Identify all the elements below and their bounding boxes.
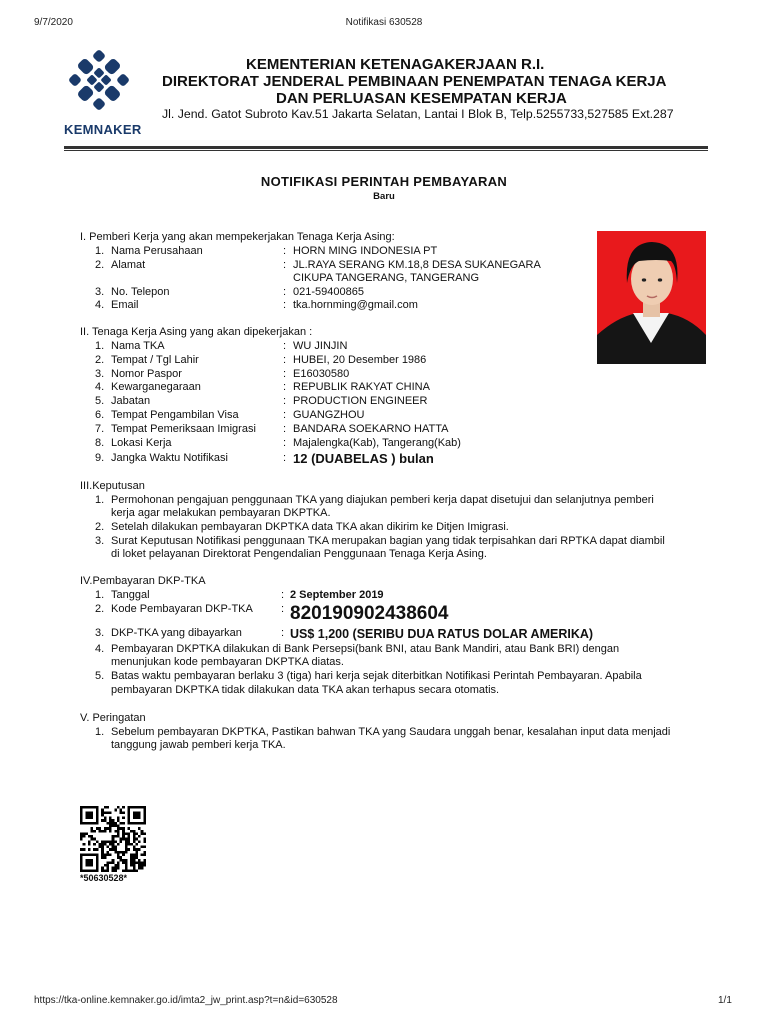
s4-item5-num: 5. (95, 670, 105, 682)
s5-item1-line2: tanggung jawab pemberi kerja TKA. (111, 739, 286, 751)
section-1-heading: I. Pemberi Kerja yang akan mempekerjakan Tenaga Kerja Asing: (80, 231, 395, 243)
s4-row3-sep: : (281, 627, 285, 639)
payment-code: 820190902438604 (290, 603, 449, 624)
s1-row2-num: 2. (95, 259, 105, 271)
s2-row7-label: Tempat Pemeriksaan Imigrasi (111, 423, 256, 435)
print-url: https://tka-online.kemnaker.go.id/imta2_jw_print.asp?t=n&id=630528 (34, 995, 338, 1006)
s1-row3-num: 3. (95, 286, 105, 298)
s1-row4-label: Email (111, 299, 139, 311)
s2-row4-value: REPUBLIK RAKYAT CHINA (293, 381, 430, 393)
s2-row5-sep: : (283, 395, 287, 407)
s2-row4-num: 4. (95, 381, 105, 393)
s2-row2-num: 2. (95, 354, 105, 366)
s2-row9-value: 12 (DUABELAS ) bulan (293, 451, 434, 466)
header-divider (64, 146, 708, 149)
s4-item5-line2: pembayaran DKPTKA tidak dilakukan data TKA akan terhapus secara otomatis. (111, 684, 500, 696)
portrait-icon (597, 231, 706, 364)
s3-item1-num: 1. (95, 494, 105, 506)
s1-row3-value: 021-59400865 (293, 286, 364, 298)
s4-row2-sep: : (281, 603, 285, 615)
s2-row8-num: 8. (95, 437, 105, 449)
s3-item3-line2: di loket pelayanan Direktorat Pengendalian Penggunaan Tenaga Kerja Asing. (111, 548, 487, 560)
s4-row1-sep: : (281, 589, 285, 601)
logo-text: KEMNAKER (64, 122, 142, 137)
directorate-name: DIREKTORAT JENDERAL PEMBINAAN PENEMPATAN TENAGA KERJA (162, 73, 667, 90)
s2-row1-sep: : (283, 340, 287, 352)
s4-row1-num: 1. (95, 589, 105, 601)
s1-row1-label: Nama Perusahaan (111, 245, 203, 257)
s2-row6-num: 6. (95, 409, 105, 421)
s2-row6-value: GUANGZHOU (293, 409, 365, 421)
section-3-heading: III.Keputusan (80, 480, 145, 492)
print-title: Notifikasi 630528 (345, 17, 423, 28)
s5-item1-num: 1. (95, 726, 105, 738)
s2-row5-label: Jabatan (111, 395, 151, 407)
s1-row1-sep: : (283, 245, 287, 257)
document-subtitle: Baru (373, 191, 395, 202)
s2-row2-sep: : (283, 354, 287, 366)
s2-row1-value: WU JINJIN (293, 340, 348, 352)
s4-row3-label: DKP-TKA yang dibayarkan (111, 627, 242, 639)
s2-row5-num: 5. (95, 395, 105, 407)
s1-row2-label: Alamat (111, 259, 146, 271)
s2-row9-num: 9. (95, 452, 105, 464)
s1-row1-value: HORN MING INDONESIA PT (293, 245, 438, 257)
qr-code-text: *50630528* (80, 873, 128, 883)
s4-item4-line1: Pembayaran DKPTKA dilakukan di Bank Persepsi(bank BNI, atau Bank Mandiri, atau Bank BRI) dengan (111, 643, 620, 655)
s2-row3-sep: : (283, 368, 287, 380)
s2-row2-value: HUBEI, 20 Desember 1986 (293, 354, 427, 366)
header-divider-thin (64, 150, 708, 151)
s2-row2-label: Tempat / Tgl Lahir (111, 354, 199, 366)
s3-item3-line1: Surat Keputusan Notifikasi penggunaan TKA merupakan bagian yang tidak terpisahkan dari RPTKA dapat diambil (111, 535, 665, 547)
s4-row3-value: US$ 1,200 (SERIBU DUA RATUS DOLAR AMERIKA) (290, 627, 594, 641)
kemnaker-logo-icon (64, 44, 134, 134)
s2-row4-sep: : (283, 381, 287, 393)
s2-row9-label: Jangka Waktu Notifikasi (111, 452, 228, 464)
qr-code-icon (80, 806, 146, 872)
document-title: NOTIFIKASI PERINTAH PEMBAYARAN (260, 174, 508, 189)
s3-item1-line1: Permohonan pengajuan penggunaan TKA yang diajukan pemberi kerja dapat disetujui dan selanjutnya pemberi (111, 494, 654, 506)
s3-item1-line2: kerja agar melakukan pembayaran DKPTKA. (111, 507, 331, 519)
s1-row4-num: 4. (95, 299, 105, 311)
s3-item2-num: 2. (95, 521, 105, 533)
s4-row1-value: 2 September 2019 (290, 589, 384, 601)
s1-row2-value-2: CIKUPA TANGERANG, TANGERANG (293, 272, 480, 284)
s2-row6-label: Tempat Pengambilan Visa (111, 409, 239, 421)
worker-photo (597, 231, 706, 364)
s1-row3-sep: : (283, 286, 287, 298)
s4-item4-line2: menunjukan kode pembayaran DKPTKA diatas. (111, 656, 344, 668)
s2-row1-label: Nama TKA (111, 340, 165, 352)
s2-row7-num: 7. (95, 423, 105, 435)
s2-row7-sep: : (283, 423, 287, 435)
s3-item3-num: 3. (95, 535, 105, 547)
s1-row4-sep: : (283, 299, 287, 311)
s5-item1-line1: Sebelum pembayaran DKPTKA, Pastikan bahwan TKA yang Saudara unggah benar, kesalahan input data menjadi (111, 726, 671, 738)
s4-row1-label: Tanggal (111, 589, 150, 601)
address: Jl. Jend. Gatot Subroto Kav.51 Jakarta Selatan, Lantai I Blok B, Telp.5255733,527585 Ext.287 (162, 107, 674, 121)
section-4-heading: IV.Pembayaran DKP-TKA (80, 575, 206, 587)
s4-item4-num: 4. (95, 643, 105, 655)
print-date: 9/7/2020 (34, 17, 73, 28)
directorate-name-2: DAN PERLUASAN KESEMPATAN KERJA (276, 90, 567, 107)
s4-row3-num: 3. (95, 627, 105, 639)
s2-row5-value: PRODUCTION ENGINEER (293, 395, 428, 407)
s1-row2-sep: : (283, 259, 287, 271)
s4-row2-num: 2. (95, 603, 105, 615)
s2-row8-label: Lokasi Kerja (111, 437, 172, 449)
print-page: 1/1 (718, 995, 732, 1006)
s2-row1-num: 1. (95, 340, 105, 352)
s4-item5-line1: Batas waktu pembayaran berlaku 3 (tiga) hari kerja sejak diterbitkan Notifikasi Perintah Pembayaran. Apabila (111, 670, 642, 682)
s3-item2-line1: Setelah dilakukan pembayaran DKPTKA data TKA akan dikirim ke Ditjen Imigrasi. (111, 521, 509, 533)
s1-row1-num: 1. (95, 245, 105, 257)
section-5-heading: V. Peringatan (80, 712, 146, 724)
s2-row8-value: Majalengka(Kab), Tangerang(Kab) (293, 437, 461, 449)
s2-row7-value: BANDARA SOEKARNO HATTA (293, 423, 449, 435)
s2-row3-num: 3. (95, 368, 105, 380)
section-2-heading: II. Tenaga Kerja Asing yang akan dipekerjakan : (80, 326, 313, 338)
s2-row6-sep: : (283, 409, 287, 421)
s2-row8-sep: : (283, 437, 287, 449)
ministry-name: KEMENTERIAN KETENAGAKERJAAN R.I. (246, 56, 545, 73)
s2-row9-sep: : (283, 452, 287, 464)
s2-row3-value: E16030580 (293, 368, 350, 380)
s2-row4-label: Kewarganegaraan (111, 381, 201, 393)
s1-row2-value: JL.RAYA SERANG KM.18,8 DESA SUKANEGARA (293, 259, 541, 271)
s2-row3-label: Nomor Paspor (111, 368, 182, 380)
s4-row2-label: Kode Pembayaran DKP-TKA (111, 603, 253, 615)
s1-row3-label: No. Telepon (111, 286, 170, 298)
s1-row4-value: tka.hornming@gmail.com (293, 299, 418, 311)
